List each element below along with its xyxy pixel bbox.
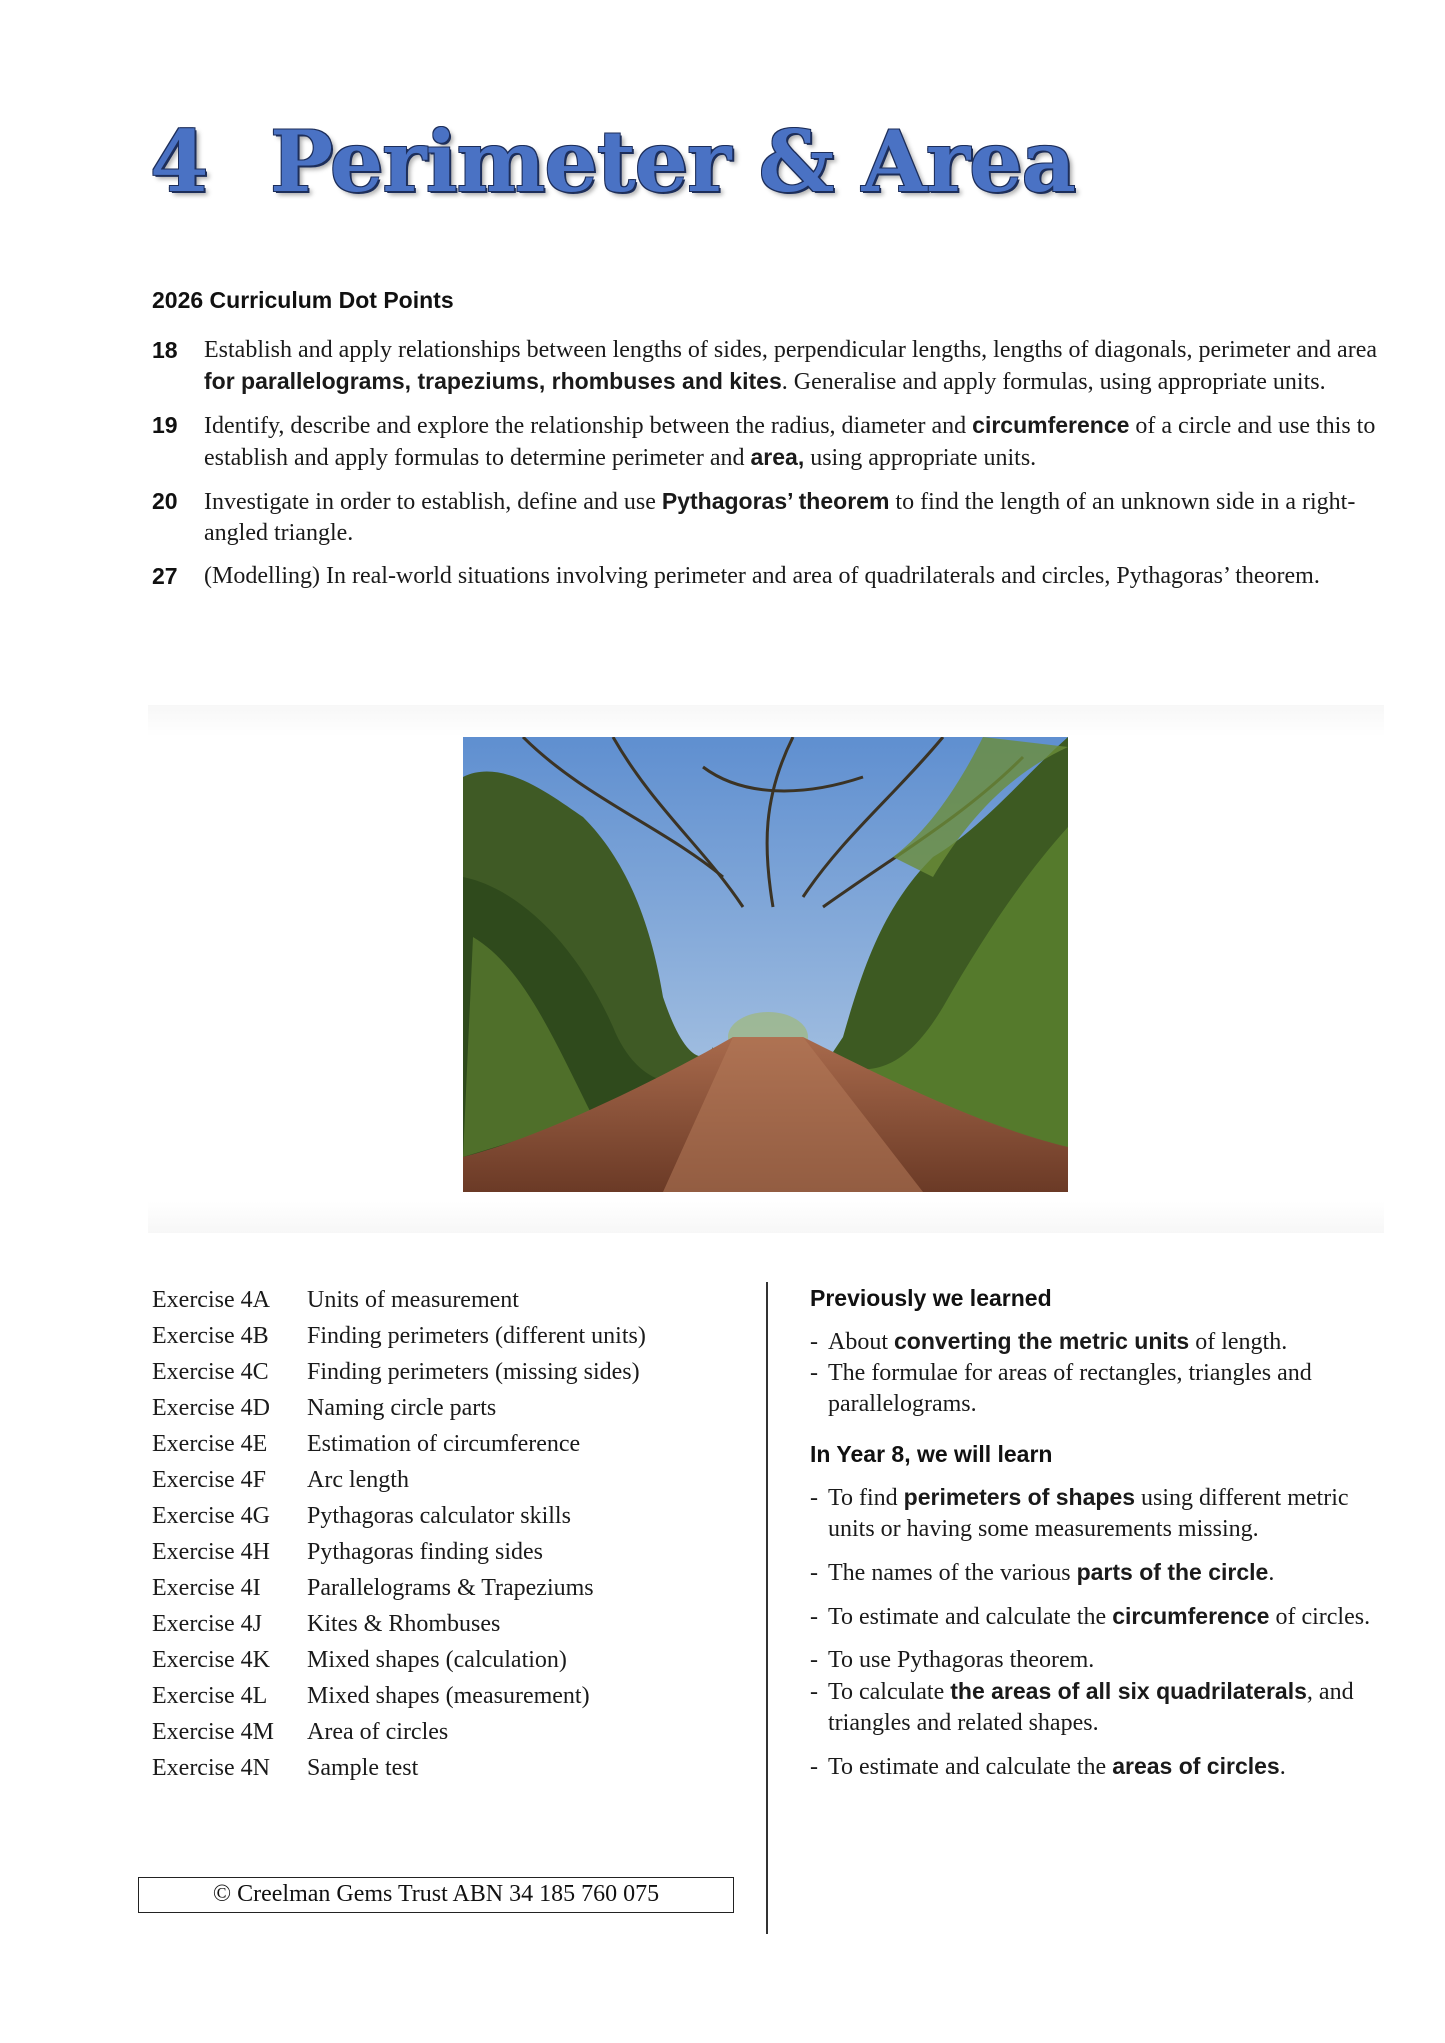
curriculum-point [152,486,1382,549]
chapter-title-text: Perimeter & Area [270,112,1075,211]
point-text [204,486,1382,549]
point-number: 18 [152,337,178,363]
bold-phrase: areas of circles [1112,1753,1280,1779]
text-run: Identify, describe and explore the relationship between the radius, diameter and [204,413,973,439]
exercise-title: Estimation of circumference [307,1431,581,1457]
column-divider [766,1282,768,1934]
previously-heading: Previously we learned [810,1285,1052,1311]
bullet-dash: - [810,1560,818,1586]
exercise-title: Units of measurement [307,1287,519,1313]
exercise-row [152,1282,752,1318]
point-text [204,561,1320,592]
bullet-item [810,1358,1385,1420]
chapter-title [150,112,1075,211]
exercise-row [152,1390,752,1426]
bold-phrase: perimeters of shapes [903,1484,1136,1510]
bullet-item [810,1482,1385,1545]
exercise-code: Exercise 4I [152,1575,261,1601]
exercise-row [152,1642,752,1678]
exercise-title: Naming circle parts [307,1395,497,1421]
bullet-dash: - [810,1754,818,1780]
text-run: To estimate and calculate the [828,1604,1113,1630]
learning-summary [810,1282,1385,1783]
exercise-code: Exercise 4A [152,1287,270,1313]
text-run: To find [828,1485,904,1511]
bold-phrase: circumference [972,412,1130,438]
text-run: To estimate and calculate the [828,1754,1113,1780]
curriculum-point [152,335,1382,398]
text-run: of circles. [1269,1604,1371,1630]
exercise-code: Exercise 4D [152,1395,270,1421]
text-run: using appropriate units. [804,445,1037,471]
bold-phrase: converting the metric units [894,1328,1190,1354]
exercise-title: Pythagoras calculator skills [307,1503,571,1529]
exercise-code: Exercise 4G [152,1503,270,1529]
bullet-dash: - [810,1360,818,1386]
exercise-code: Exercise 4L [152,1683,268,1709]
exercise-row [152,1318,752,1354]
curriculum-point [152,561,1382,592]
bold-phrase: circumference [1112,1603,1270,1629]
exercise-code: Exercise 4E [152,1431,268,1457]
text-run: To use Pythagoras theorem. [828,1647,1095,1673]
text-run: of a circle and use this to establish and apply formulas to determine perimeter and [204,413,1376,471]
text-run: using different metric units or having some measurements missing. [828,1485,1349,1542]
point-number: 20 [152,488,178,514]
bullet-item [810,1751,1385,1783]
exercise-row [152,1714,752,1750]
curriculum-points [152,335,1382,604]
point-number: 27 [152,563,178,589]
point-text [204,335,1382,398]
exercise-row [152,1426,752,1462]
exercise-code: Exercise 4J [152,1611,262,1637]
exercise-code: Exercise 4B [152,1323,269,1349]
exercise-title: Mixed shapes (calculation) [307,1647,567,1673]
year8-list [810,1482,1385,1783]
bold-phrase: the areas of all six quadrilaterals [950,1678,1307,1704]
bullet-item [810,1326,1385,1358]
exercise-row [152,1606,752,1642]
bullet-dash: - [810,1485,818,1511]
text-run: The names of the various [828,1560,1077,1586]
bullet-dash: - [810,1647,818,1673]
exercise-code: Exercise 4M [152,1719,274,1745]
text-run: of length. [1189,1329,1288,1355]
text-run: . [1268,1560,1275,1586]
exercise-row [152,1498,752,1534]
exercise-code: Exercise 4C [152,1359,269,1385]
exercise-title: Arc length [307,1467,409,1493]
year8-heading: In Year 8, we will learn [810,1441,1053,1467]
previously-list [810,1326,1385,1420]
exercise-title: Mixed shapes (measurement) [307,1683,590,1709]
exercise-code: Exercise 4K [152,1647,270,1673]
text-run: To calculate [828,1679,951,1705]
exercise-title: Area of circles [307,1719,449,1745]
text-run: Investigate in order to establish, define and use [204,489,662,515]
text-run: (Modelling) In real-world situations involving perimeter and area of quadrilaterals and circles, Pythagoras’ theorem. [204,563,1320,589]
exercise-row [152,1354,752,1390]
exercise-title: Finding perimeters (different units) [307,1323,646,1349]
exercise-code: Exercise 4F [152,1467,266,1493]
exercise-title: Pythagoras finding sides [307,1539,543,1565]
text-run: to find the length of an unknown side in a right-angled triangle. [204,489,1356,546]
exercise-row [152,1534,752,1570]
curriculum-point [152,410,1382,474]
bullet-item [810,1645,1385,1676]
copyright-box: © Creelman Gems Trust ABN 34 185 760 075 [138,1877,734,1913]
exercise-title: Finding perimeters (missing sides) [307,1359,640,1385]
text-run: . Generalise and apply formulas, using appropriate units. [781,369,1326,395]
point-number: 19 [152,412,178,438]
exercise-title: Parallelograms & Trapeziums [307,1575,594,1601]
bullet-item [810,1676,1385,1739]
exercise-row [152,1750,752,1786]
exercise-row [152,1570,752,1606]
text-run: About [828,1329,894,1355]
bullet-dash: - [810,1604,818,1630]
bold-phrase: area, [750,444,805,470]
text-run: , and triangles and related shapes. [828,1679,1354,1736]
bold-phrase: for parallelograms, trapeziums, rhombuses and kites [204,368,782,394]
exercise-title: Kites & Rhombuses [307,1611,501,1637]
chapter-number: 4 [150,112,208,211]
text-run: Establish and apply relationships between lengths of sides, perpendicular lengths, lengths of diagonals, perimeter and area [204,337,1377,363]
exercise-code: Exercise 4H [152,1539,270,1565]
exercise-row [152,1678,752,1714]
exercise-list [152,1282,752,1786]
exercise-row [152,1462,752,1498]
exercise-code: Exercise 4N [152,1755,270,1781]
point-text [204,410,1382,474]
exercise-title: Sample test [307,1755,419,1781]
bullet-item [810,1557,1385,1589]
text-run: The formulae for areas of rectangles, triangles and parallelograms. [828,1360,1312,1417]
bullet-item [810,1601,1385,1633]
curriculum-heading: 2026 Curriculum Dot Points [152,287,454,313]
bullet-dash: - [810,1329,818,1355]
bold-phrase: parts of the circle [1076,1559,1269,1585]
text-run: . [1279,1754,1286,1780]
bold-phrase: Pythagoras’ theorem [661,488,890,514]
bullet-dash: - [810,1679,818,1705]
tree-lined-path-photo [463,737,1068,1192]
